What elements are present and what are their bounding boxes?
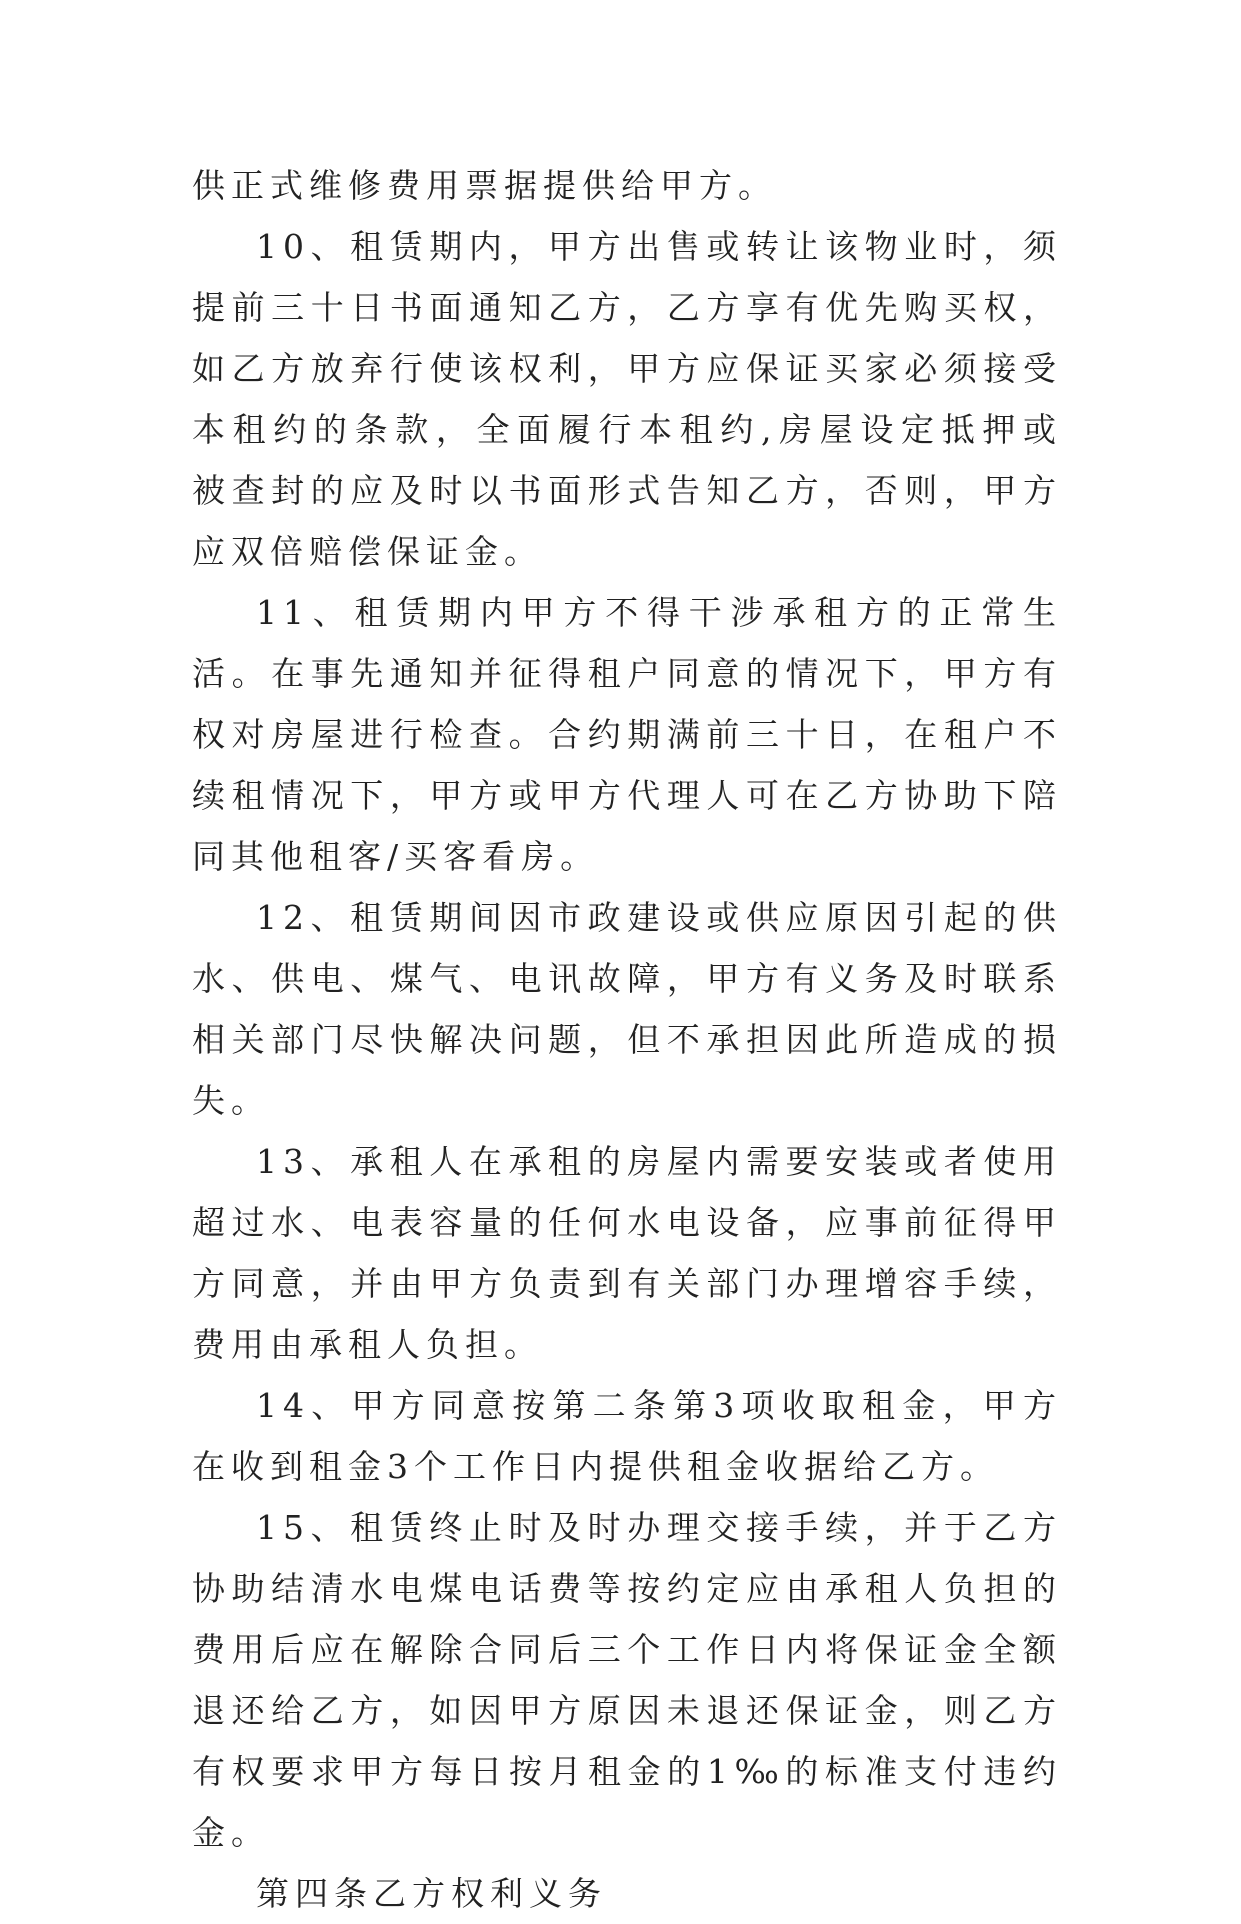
clause-12: 12、租赁期间因市政建设或供应原因引起的供水、供电、煤气、电讯故障，甲方有义务及时联系相关部门尽快解决问题，但不承担因此所造成的损失。 [192, 898, 1062, 1120]
clause-13: 13、承租人在承租的房屋内需要安装或者使用超过水、电表容量的任何水电设备，应事前征得甲方同意，并由甲方负责到有关部门办理增容手续，费用由承租人负担。 [192, 1142, 1062, 1364]
clause-10: 10、租赁期内，甲方出售或转让该物业时，须提前三十日书面通知乙方，乙方享有优先购买权，如乙方放弃行使该权利，甲方应保证买家必须接受本租约的条款，全面履行本租约,房屋设定抵押或被查封的应及时以书面形式告知乙方，否则，甲方应双倍赔偿保证金。 [192, 227, 1062, 571]
section-heading: 第四条乙方权利义务 [256, 1874, 607, 1913]
clause-11: 11、租赁期内甲方不得干涉承租方的正常生活。在事先通知并征得租户同意的情况下，甲方有权对房屋进行检查。合约期满前三十日，在租户不续租情况下，甲方或甲方代理人可在乙方协助下陪同其他租客/买客看房。 [192, 593, 1062, 876]
clause-15: 15、租赁终止时及时办理交接手续，并于乙方协助结清水电煤电话费等按约定应由承租人负担的费用后应在解除合同后三个工作日内将保证金全额退还给乙方，如因甲方原因未退还保证金，则乙方有权要求甲方每日按月租金的1‰的标准支付违约金。 [192, 1508, 1062, 1852]
clause-14: 14、甲方同意按第二条第3项收取租金，甲方在收到租金3个工作日内提供租金收据给乙方。 [192, 1386, 1062, 1486]
paragraph-continuation: 供正式维修费用票据提供给甲方。 [192, 166, 777, 205]
document-body [192, 155, 1062, 1924]
